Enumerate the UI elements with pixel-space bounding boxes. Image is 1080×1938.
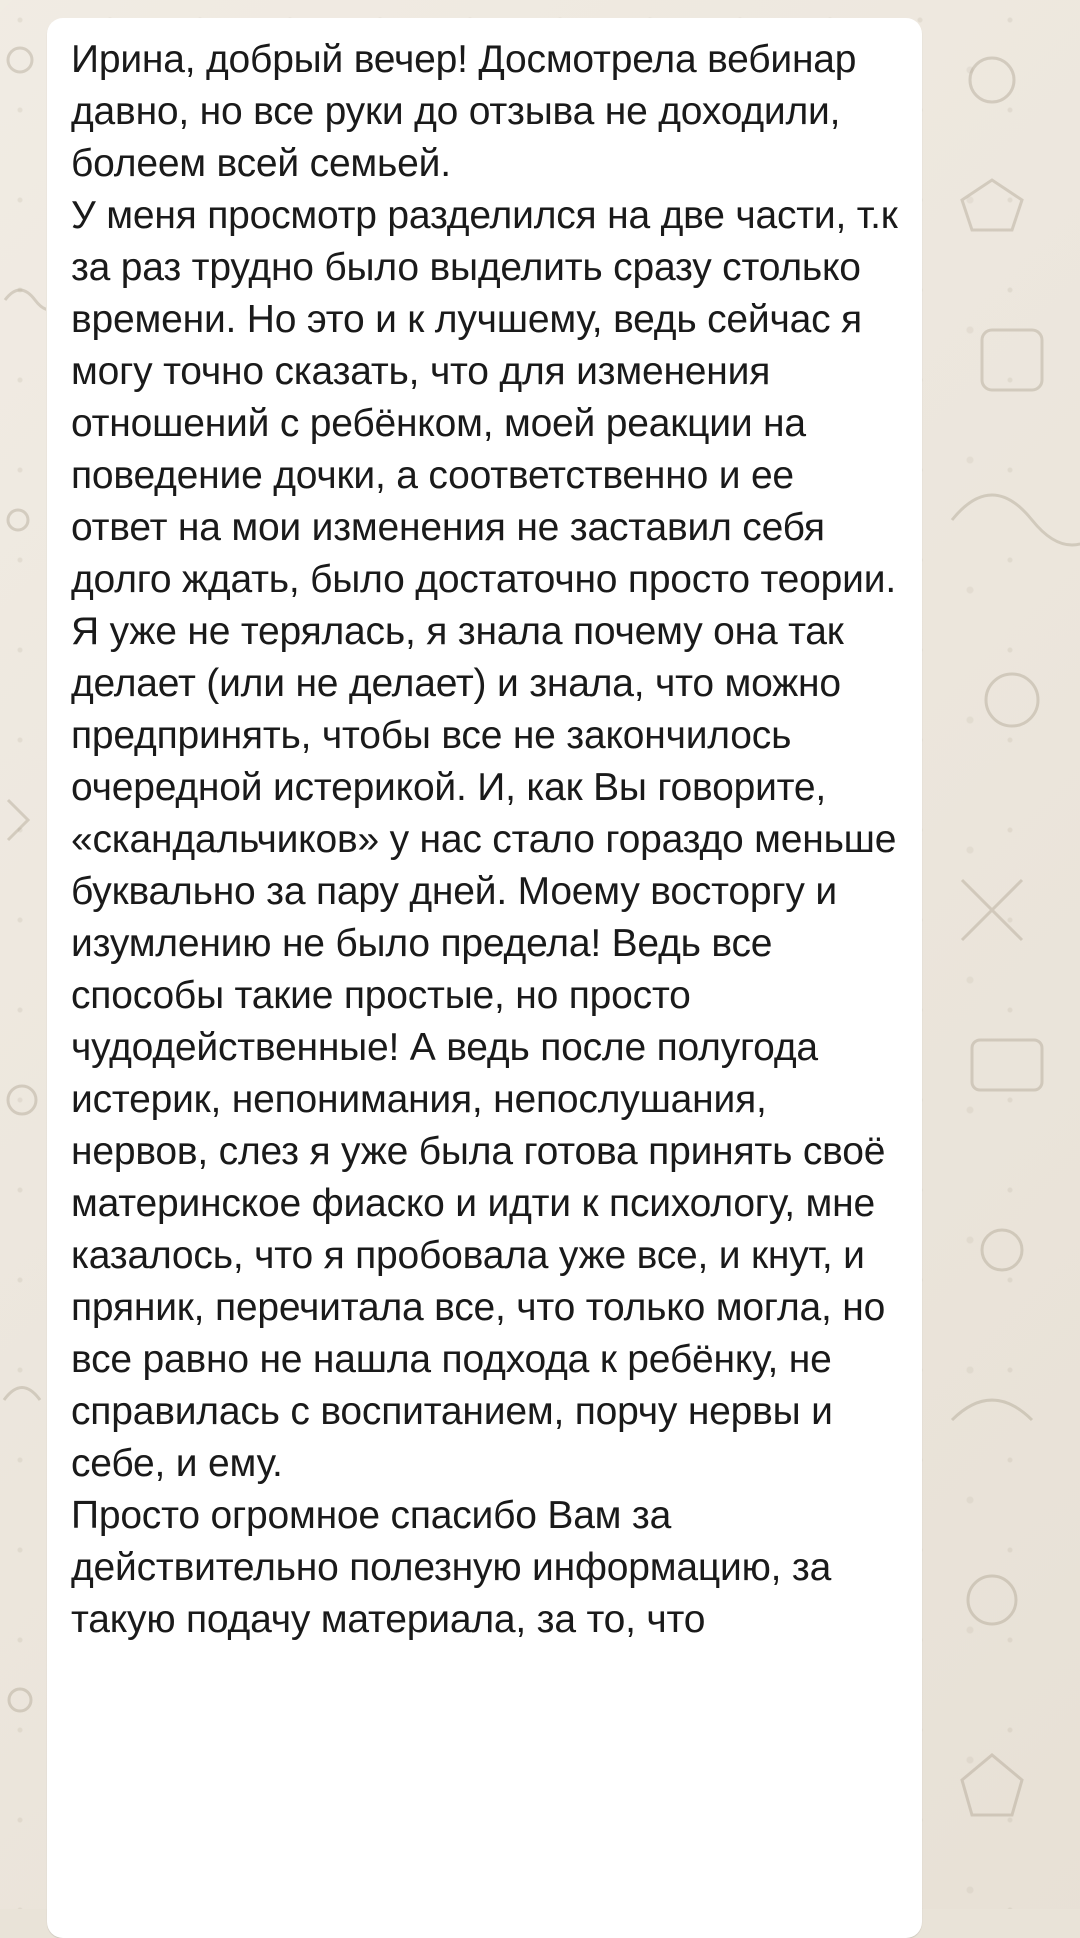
message-text: Ирина, добрый вечер! Досмотрела вебинар давно, но все руки до отзыва не доходили, болеем всей семьей. У меня просмотр разделился на две части, т.к за раз трудно было выделить сразу столько времени. Но это и к лучшему, ведь сейчас я могу точно сказать, что для изменения отношений с ребёнком, моей реакции на поведение дочки, а соответственно и ее ответ на мои изменения не заставил себя долго ждать, было достаточно просто теории. Я уже не терялась, я знала почему она так делает (или не делает) и знала, что можно предпринять, чтобы все не закончилось очередной истерикой. И, как Вы говорите, «скандальчиков» у нас стало гораздо меньше буквально за пару дней. Моему восторгу и изумлению не было предела! Ведь все способы такие простые, но просто чудодейственные! А ведь после полугода истерик, непонимания, непослушания, нервов, слез я уже была готова принять своё материнское фиаско и идти к психологу, мне казалось, что я пробовала уже все, и кнут, и пряник, перечитала все, что только могла, но все равно не нашла подхода к ребёнку, не справилась с воспитанием, порчу нервы и себе, и ему. Просто огромное спасибо Вам за действительно полезную информацию, за такую подачу материала, за то, что <box>71 38 898 1641</box>
message-bubble[interactable] <box>47 18 922 1938</box>
doodle-pattern-right <box>922 0 1080 1909</box>
doodle-pattern-left <box>0 0 46 1909</box>
